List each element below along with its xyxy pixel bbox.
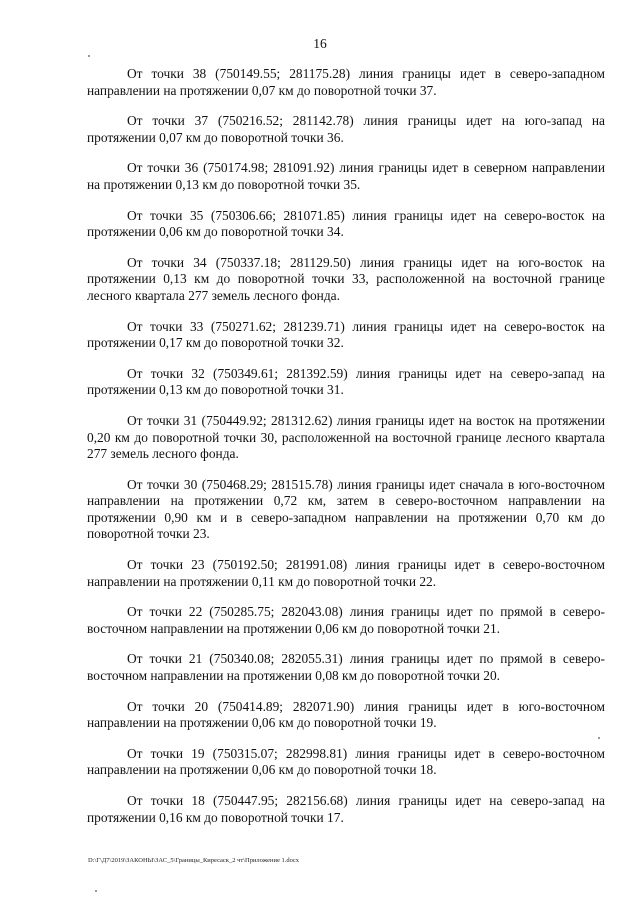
paragraph: От точки 30 (750468.29; 281515.78) линия границы идет сначала в юго-восточном направлении на протяжении 0,72 км, затем в северо-восточном направлении на протяжении 0,90 км и в северо-западном направлении на протяжении 0,70 км до поворотной точки 23. (87, 476, 605, 542)
scan-speck (598, 737, 600, 739)
paragraph: От точки 34 (750337.18; 281129.50) линия границы идет на юго-восток на протяжении 0,13 км до поворотной точки 33, расположенной на восточной границе лесного квартала 277 земель лесного фонда. (87, 254, 605, 303)
paragraph: От точки 35 (750306.66; 281071.85) линия границы идет на северо-восток на протяжении 0,06 км до поворотной точки 34. (87, 207, 605, 240)
paragraph: От точки 23 (750192.50; 281991.08) линия границы идет в северо-восточном направлении на протяжении 0,11 км до поворотной точки 22. (87, 557, 605, 589)
paragraph: От точки 22 (750285.75; 282043.08) линия границы идет по прямой в северо-восточном направлении на протяжении 0,06 км до поворотной точки 21. (87, 604, 605, 636)
scan-speck (95, 890, 97, 892)
paragraph: От точки 21 (750340.08; 282055.31) линия границы идет по прямой в северо-восточном направлении на протяжении 0,08 км до поворотной точки 20. (87, 651, 605, 684)
paragraph: От точки 19 (750315.07; 282998.81) линия границы идет в северо-восточном направлении на протяжении 0,06 км до поворотной точки 18. (87, 745, 605, 778)
paragraph: От точки 36 (750174.98; 281091.92) линия границы идет в северном направлении на протяжении 0,13 км до поворотной точки 35. (87, 160, 605, 192)
paragraph: От точки 31 (750449.92; 281312.62) линия границы идет на восток на протяжении 0,20 км до поворотной точки 30, расположенной на восточной границе лесного квартала 277 земель лесного фонда. (87, 412, 605, 462)
document-body (87, 66, 605, 840)
paragraph: От точки 18 (750447.95; 282156.68) линия границы идет на северо-запад на протяжении 0,16 км до поворотной точки 17. (87, 793, 605, 825)
scan-speck (88, 55, 90, 57)
footer-file-path: D:\Г\Д7\2019\ЗАКОНЫ\ЗАС_5\Границы_Киресаск_2 чт\Приложение 1.docx (88, 857, 300, 864)
paragraph: От точки 33 (750271.62; 281239.71) линия границы идет на северо-восток на протяжении 0,17 км до поворотной точки 32. (87, 318, 605, 351)
paragraph: От точки 20 (750414.89; 282071.90) линия границы идет в юго-восточном направлении на протяжении 0,06 км до поворотной точки 19. (87, 698, 605, 731)
paragraph: От точки 38 (750149.55; 281175.28) линия границы идет в северо-западном направлении на протяжении 0,07 км до поворотной точки 37. (87, 66, 605, 98)
paragraph: От точки 32 (750349.61; 281392.59) линия границы идет на северо-запад на протяжении 0,13 км до поворотной точки 31. (87, 365, 605, 398)
page-number: 16 (313, 36, 327, 51)
paragraph: От точки 37 (750216.52; 281142.78) линия границы идет на юго-запад на протяжении 0,07 км до поворотной точки 36. (87, 113, 605, 145)
